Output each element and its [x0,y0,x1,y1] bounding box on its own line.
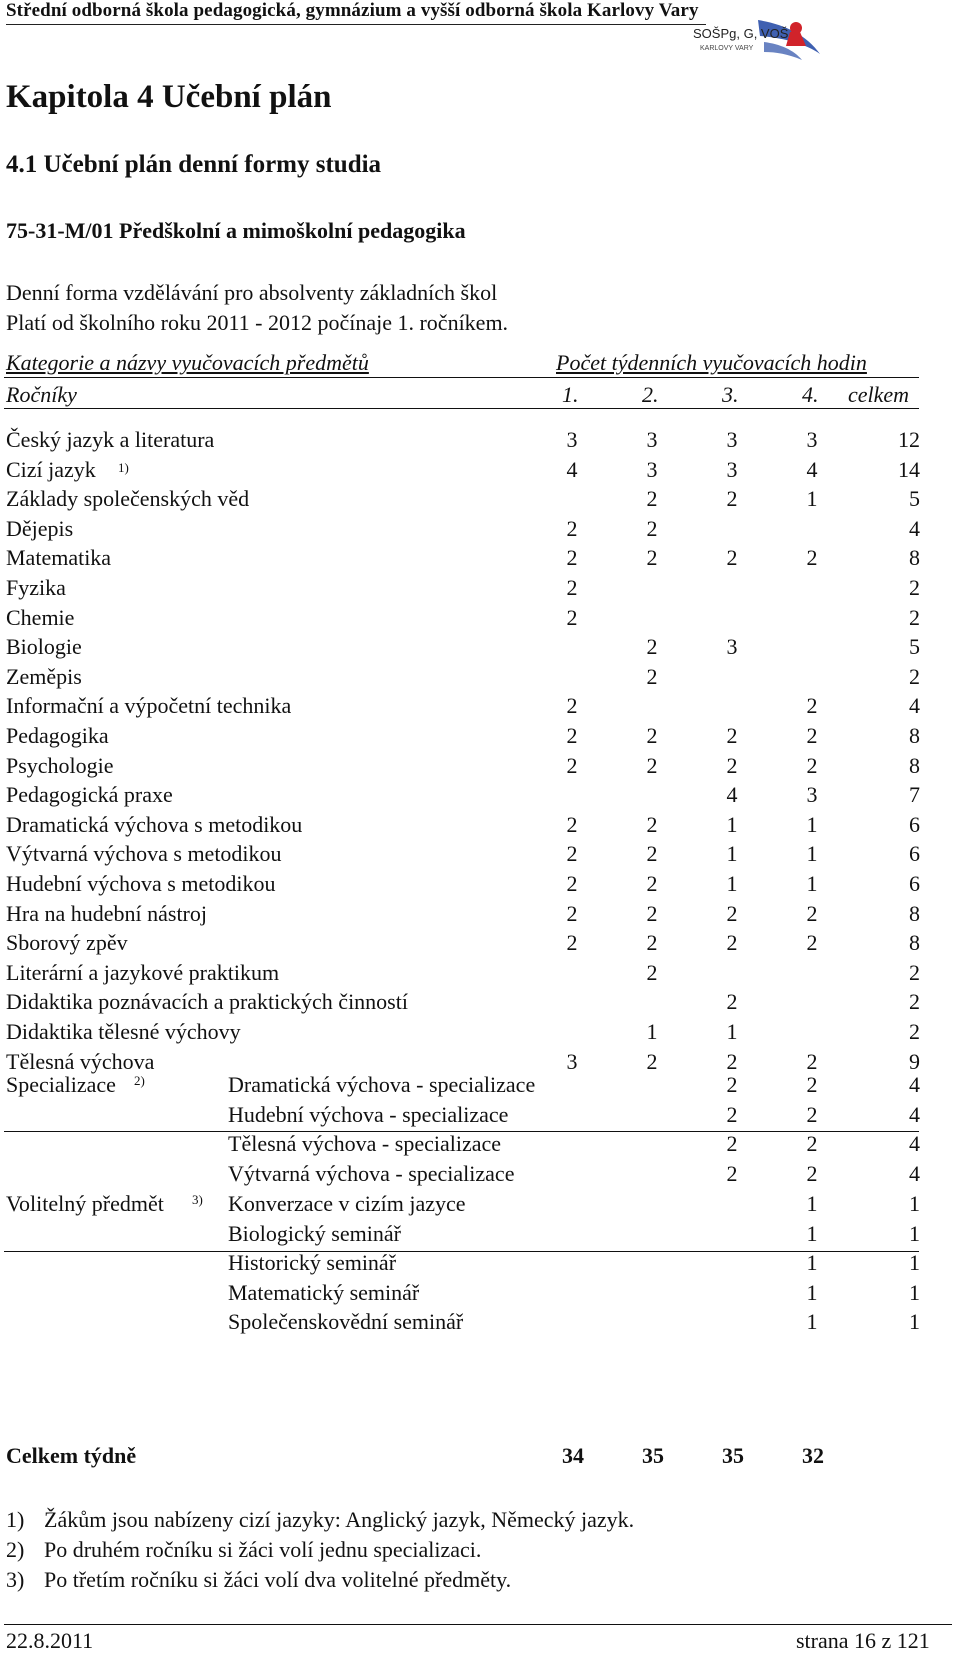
cell-value: 2 [646,663,658,689]
table-row [0,782,960,812]
total-y4: 32 [802,1443,824,1468]
year-4: 4. [802,382,819,407]
years-label: Ročníky [6,382,77,407]
section-title: 4.1 Učební plán denní formy studia [6,151,382,178]
table-row [0,1102,960,1132]
cell-value: 2 [909,604,920,630]
cell-value: 2 [646,900,658,926]
cell-value: 2 [726,900,738,926]
cell-value: 2 [646,930,658,956]
cell-value: 2 [806,1131,818,1157]
cell-value: 2 [646,486,658,512]
cell-value: 2 [646,1048,658,1074]
cell-value: 8 [909,752,920,778]
intro-line-1: Denní forma vzdělávání pro absolventy základních škol [6,280,498,305]
cell-value: 12 [898,427,920,452]
subject-name: Hudební výchova - specializace [228,1101,509,1127]
cell-value: 2 [646,811,658,837]
subject-name: Výtvarná výchova s metodikou [6,841,282,867]
cell-value: 6 [909,811,920,837]
cell-value: 2 [909,663,920,689]
cell-value: 1 [726,841,738,867]
subject-name: Hudební výchova s metodikou [6,871,276,896]
table-header-left: Kategorie a názvy vyučovacích předmětů [6,350,369,375]
header-rule-2 [4,408,919,409]
cell-value: 2 [566,930,578,956]
cell-value: 5 [909,486,920,512]
subject-name: Informační a výpočetní technika [6,693,292,719]
note-1-num: 1) [6,1507,25,1532]
table-row [0,427,960,457]
cell-value: 4 [909,693,920,719]
table-row [0,605,960,635]
table-row [0,930,960,960]
cell-value: 2 [806,545,818,571]
cell-value: 2 [726,930,738,956]
table-row [0,871,960,901]
subject-name: Fyzika [6,575,66,600]
subject-name: Literární a jazykové praktikum [6,959,280,985]
note-2-num: 2) [6,1537,25,1562]
note-1 [6,1507,634,1533]
cell-value: 2 [566,604,578,630]
footnote-ref: 2) [134,1073,145,1088]
subject-name: Biologie [6,634,82,660]
cell-value: 2 [726,723,738,748]
cell-value: 1 [806,1309,818,1335]
cell-value: 1 [806,871,818,896]
table-row [0,812,960,842]
cell-value: 2 [726,1131,738,1157]
table-row [0,693,960,723]
table-row [0,1019,960,1049]
cell-value: 3 [566,427,578,452]
cell-value: 4 [909,1101,920,1127]
total-label: Celkem týdně [6,1443,137,1468]
cell-value: 9 [909,1048,920,1074]
cell-value: 2 [566,693,578,719]
cell-value: 4 [909,1131,920,1157]
header-divider [6,24,706,25]
cell-value: 1 [909,1191,920,1216]
subject-name: Zeměpis [6,663,82,689]
subject-name: Základy společenských věd [6,486,250,512]
cell-value: 8 [909,723,920,748]
total-row [0,1443,960,1473]
cell-value: 14 [898,456,920,482]
subject-name: Sborový zpěv [6,930,128,956]
cell-value: 2 [806,693,818,719]
cell-value: 1 [806,1250,818,1276]
cell-value: 3 [646,427,658,452]
school-logo [688,14,828,62]
year-3: 3. [722,382,739,407]
cell-value: 2 [726,1048,738,1074]
table-row [0,723,960,753]
table-row [0,575,960,605]
cell-value: 5 [909,634,920,660]
cell-value: 1 [909,1220,920,1246]
footnote-ref: 3) [192,1192,203,1207]
table-row [0,664,960,694]
cell-value: 1 [806,811,818,837]
cell-value: 3 [726,456,738,482]
table-row [0,634,960,664]
cell-value: 8 [909,900,920,926]
cell-value: 2 [726,1160,738,1186]
cell-value: 2 [726,752,738,778]
cell-value: 2 [726,545,738,571]
cell-value: 2 [566,723,578,748]
cell-value: 2 [566,545,578,571]
school-name: Střední odborná škola pedagogická, gymnázium a vyšší odborná škola Karlovy Vary [6,0,699,21]
cell-value: 7 [909,782,920,808]
cell-value: 6 [909,841,920,867]
cell-value: 2 [566,871,578,896]
year-1: 1. [562,382,579,407]
subject-name: Matematický seminář [228,1279,420,1305]
cell-value: 2 [806,930,818,956]
cell-value: 2 [566,841,578,867]
note-2-text: Po druhém ročníku si žáci volí jednu specializaci. [44,1537,482,1562]
footnote-ref: 1) [118,459,129,475]
cell-value: 2 [646,841,658,867]
table-row [0,1221,960,1251]
cell-value: 2 [806,900,818,926]
logo-subtext: KARLOVY VARY [700,45,754,52]
program-title: 75-31-M/01 Předškolní a mimoškolní pedagogika [6,218,466,243]
cell-value: 2 [909,575,920,600]
year-total: celkem [848,382,910,407]
total-y3: 35 [722,1443,744,1468]
note-3-text: Po třetím ročníku si žáci volí dva volitelné předměty. [44,1567,512,1592]
subject-name: Tělesná výchova - specializace [228,1131,502,1157]
cell-value: 1 [646,1019,658,1044]
cell-value: 2 [806,1101,818,1127]
footer-divider [4,1624,952,1625]
cell-value: 1 [726,1019,738,1044]
subject-name: Tělesná výchova [6,1048,155,1074]
cell-value: 2 [646,871,658,896]
cell-value: 2 [909,959,920,985]
cell-value: 2 [646,634,658,660]
subject-name: Dramatická výchova - specializace [228,1072,536,1097]
cell-value: 2 [646,752,658,778]
cell-value: 8 [909,545,920,571]
cell-value: 1 [909,1250,920,1276]
subject-name: Didaktika poznávacích a praktických činností [6,989,408,1015]
note-1-text: Žákům jsou nabízeny cizí jazyky: Anglický jazyk, Německý jazyk. [44,1507,635,1532]
total-y2: 35 [642,1443,664,1468]
year-2: 2. [642,382,659,407]
header-rule-1 [4,377,919,378]
subject-name: Cizí jazyk [6,456,96,482]
cell-value: 2 [646,515,658,541]
specialization-label: Specializace [6,1072,116,1097]
cell-value: 2 [909,1019,920,1044]
table-row [0,901,960,931]
cell-value: 1 [806,1279,818,1305]
table-row [0,960,960,990]
subject-name: Historický seminář [228,1250,397,1276]
subject-name: Dramatická výchova s metodikou [6,811,303,837]
cell-value: 1 [726,811,738,837]
cell-value: 1 [806,1220,818,1246]
cell-value: 2 [566,575,578,600]
table-row [0,486,960,516]
logo-text: SOŠPg, G, VOŠ [693,26,789,41]
table-row [0,457,960,487]
cell-value: 3 [726,634,738,660]
cell-value: 2 [566,811,578,837]
table-row [0,1161,960,1191]
subject-name: Výtvarná výchova - specializace [228,1160,515,1186]
subject-name: Didaktika tělesné výchovy [6,1019,241,1044]
subject-name: Chemie [6,604,75,630]
cell-value: 1 [909,1279,920,1305]
table-row [0,516,960,546]
cell-value: 2 [806,1048,818,1074]
note-3-num: 3) [6,1567,25,1592]
cell-value: 6 [909,871,920,896]
cell-value: 2 [566,515,578,541]
table-row [0,989,960,1019]
subject-name: Pedagogika [6,723,109,748]
cell-value: 2 [806,1072,818,1097]
subject-name: Psychologie [6,752,114,778]
cell-value: 3 [646,456,658,482]
intro-line-2: Platí od školního roku 2011 - 2012 počínaje 1. ročníkem. [6,310,509,335]
cell-value: 4 [726,782,738,808]
subject-name: Společenskovědní seminář [228,1309,464,1335]
chapter-title: Kapitola 4 Učební plán [6,79,332,115]
cell-value: 4 [909,1072,920,1097]
cell-value: 2 [646,545,658,571]
cell-value: 2 [726,486,738,512]
cell-value: 2 [726,1072,738,1097]
cell-value: 4 [909,1160,920,1186]
cell-value: 2 [646,723,658,748]
subject-name: Český jazyk a literatura [6,427,215,452]
cell-value: 1 [806,486,818,512]
table-row [0,1250,960,1280]
cell-value: 2 [726,989,738,1015]
table-row [0,841,960,871]
subject-name: Konverzace v cizím jazyce [228,1191,466,1216]
cell-value: 2 [646,959,658,985]
cell-value: 2 [806,723,818,748]
subject-name: Pedagogická praxe [6,782,173,808]
cell-value: 4 [806,456,818,482]
table-row [0,1191,960,1221]
cell-value: 3 [726,427,738,452]
cell-value: 8 [909,930,920,956]
table-row [0,545,960,575]
table-row [0,1072,960,1102]
subject-name: Hra na hudební nástroj [6,900,207,926]
total-y1: 34 [562,1443,584,1468]
subject-name: Dějepis [6,515,74,541]
cell-value: 3 [806,782,818,808]
cell-value: 1 [806,1191,818,1216]
subject-name: Biologický seminář [228,1220,401,1246]
cell-value: 2 [806,1160,818,1186]
subject-name: Matematika [6,545,112,571]
cell-value: 4 [566,456,578,482]
table-row [0,1131,960,1161]
cell-value: 3 [566,1048,578,1074]
table-row [0,753,960,783]
cell-value: 2 [726,1101,738,1127]
footer-date: 22.8.2011 [6,1628,94,1653]
cell-value: 2 [909,989,920,1015]
note-2 [6,1537,481,1563]
footer-page: strana 16 z 121 [796,1628,930,1653]
note-3 [6,1567,511,1593]
cell-value: 1 [909,1309,920,1335]
cell-value: 1 [806,841,818,867]
cell-value: 4 [909,515,920,541]
cell-value: 3 [806,427,818,452]
cell-value: 2 [806,752,818,778]
cell-value: 2 [566,752,578,778]
elective-label: Volitelný předmět [6,1191,164,1216]
table-row [0,1309,960,1339]
table-header-right: Počet týdenních vyučovacích hodin [556,350,867,375]
cell-value: 2 [566,900,578,926]
logo-graphic [688,14,828,62]
cell-value: 1 [726,871,738,896]
table-row [0,1280,960,1310]
